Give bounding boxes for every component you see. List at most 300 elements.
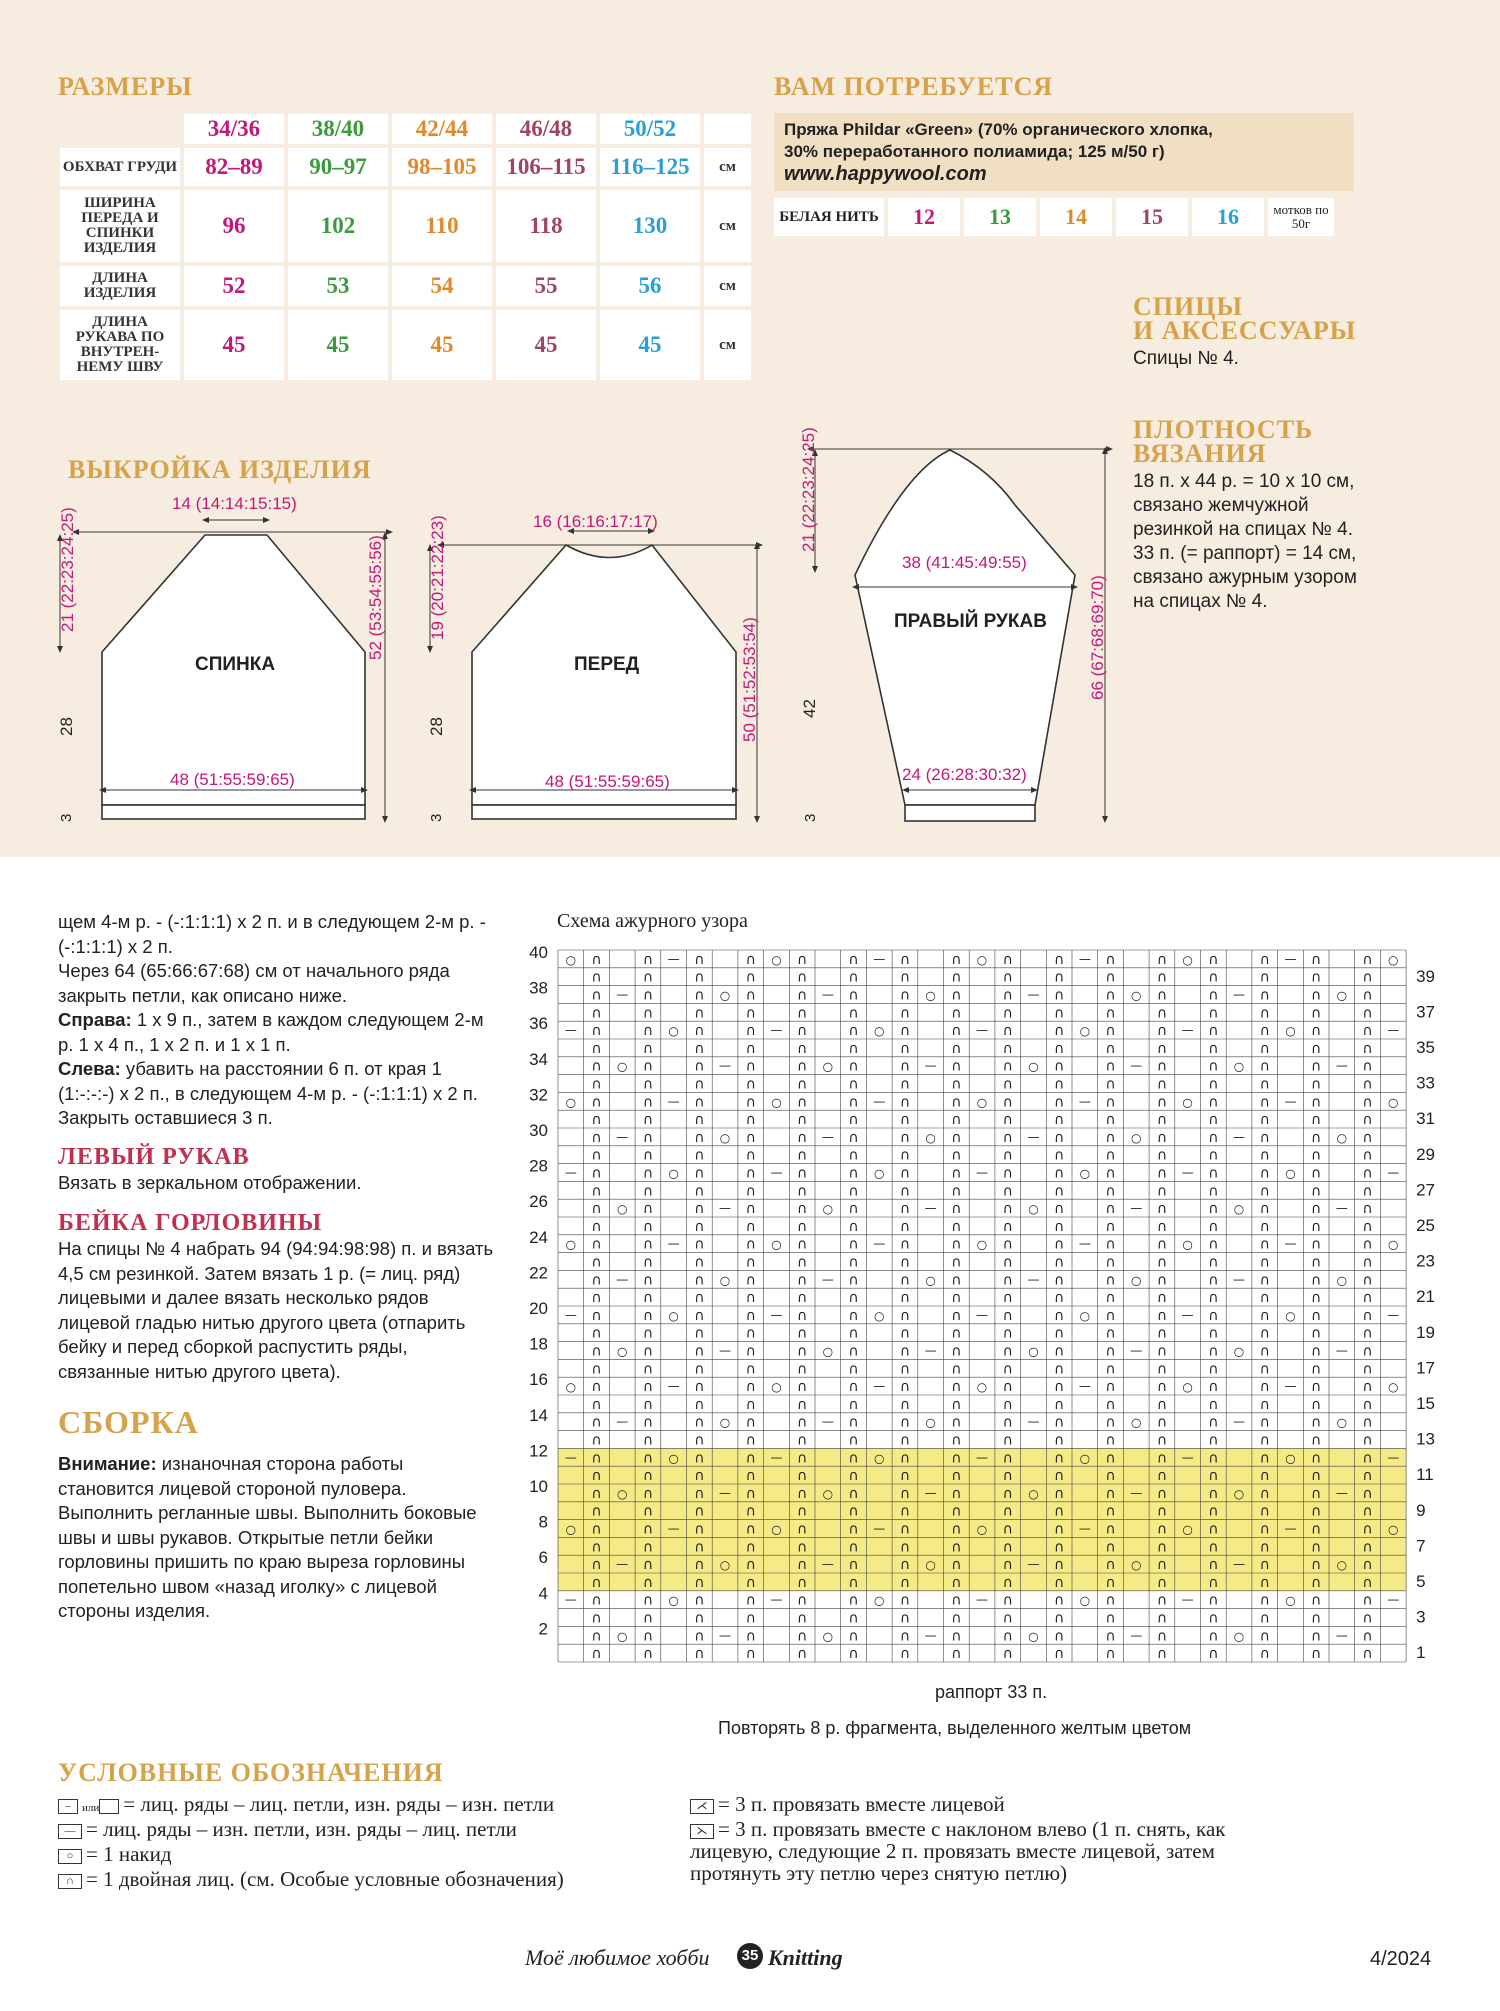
purl-symbol: —: [821, 1414, 834, 1429]
purl-symbol: —: [1335, 1485, 1348, 1500]
double-knit-symbol: ∩: [899, 1414, 911, 1431]
double-knit-symbol: ∩: [1105, 1147, 1116, 1164]
double-knit-symbol: ∩: [745, 1290, 756, 1307]
double-knit-symbol: ∩: [1259, 1147, 1270, 1164]
double-knit-symbol: ∩: [1054, 1129, 1065, 1146]
double-knit-symbol: ∩: [1259, 1610, 1270, 1627]
double-knit-symbol: ∩: [642, 1343, 654, 1360]
double-knit-symbol: ∩: [591, 1147, 602, 1164]
double-knit-symbol: ∩: [591, 1557, 602, 1574]
size-2: 38/40: [288, 114, 388, 144]
double-knit-symbol: ∩: [1208, 1521, 1219, 1538]
purl-symbol: —: [1078, 1094, 1091, 1109]
front-top-dim: 16 (16:16:17:17): [533, 512, 658, 531]
double-knit-symbol: ∩: [797, 1574, 808, 1591]
double-knit-symbol: ∩: [745, 1272, 756, 1289]
cell: 45: [600, 310, 700, 380]
double-knit-symbol: ∩: [951, 969, 962, 986]
double-knit-symbol: ∩: [951, 1201, 962, 1218]
double-knit-symbol: ∩: [1002, 1165, 1013, 1182]
double-knit-symbol: ∩: [1105, 1076, 1116, 1093]
double-knit-symbol: ∩: [797, 1379, 808, 1396]
double-knit-symbol: ∩: [591, 1646, 602, 1663]
double-knit-symbol: ∩: [1156, 1574, 1168, 1591]
front-label: ПЕРЕД: [574, 654, 640, 675]
double-knit-symbol: ∩: [1054, 1646, 1065, 1663]
double-knit-symbol: ∩: [1002, 951, 1013, 968]
double-knit-symbol: ∩: [1362, 1379, 1373, 1396]
yarn-over-symbol: ○: [822, 1202, 834, 1217]
unit: см: [704, 148, 751, 186]
double-knit-symbol: ∩: [899, 1396, 911, 1413]
row-number-left: 18: [529, 1334, 548, 1354]
double-knit-symbol: ∩: [1105, 1165, 1116, 1182]
double-knit-symbol: ∩: [1259, 1557, 1270, 1574]
double-knit-symbol: ∩: [1156, 1557, 1168, 1574]
double-knit-symbol: ∩: [1105, 1058, 1116, 1075]
double-knit-symbol: ∩: [745, 1610, 756, 1627]
yarn-over-symbol: ○: [1336, 1558, 1348, 1573]
yarn-over-symbol: ○: [1336, 1273, 1348, 1288]
double-knit-symbol: ∩: [1105, 1272, 1116, 1289]
double-knit-symbol: ∩: [1362, 1147, 1373, 1164]
double-knit-symbol: ∩: [642, 1450, 654, 1467]
yarn-over-symbol: ○: [822, 1344, 834, 1359]
double-knit-symbol: ∩: [1054, 951, 1065, 968]
text: убавить на расстоянии 6 п. от края 1 (1:-:-:-) х 2 п., в следующем 4-м р. - (-:1:1:1) х 2 п.: [58, 1058, 478, 1104]
double-knit-symbol: ∩: [1156, 1592, 1168, 1609]
purl-symbol: —: [667, 1521, 680, 1536]
or-text: или: [82, 1802, 100, 1814]
double-knit-symbol: ∩: [1208, 987, 1219, 1004]
yarn-over-symbol: ○: [1028, 1202, 1039, 1217]
double-knit-symbol: ∩: [694, 1147, 705, 1164]
row-number-right: 37: [1416, 1002, 1436, 1022]
double-knit-symbol: ∩: [1259, 1521, 1270, 1538]
yarn-over-symbol: ○: [719, 1273, 731, 1288]
double-knit-symbol: ∩: [951, 1165, 962, 1182]
double-knit-symbol: ∩: [591, 1094, 602, 1111]
yarn-over-symbol: ○: [1131, 988, 1142, 1003]
purl-symbol: —: [1078, 1521, 1091, 1536]
double-knit-symbol: ∩: [642, 1646, 654, 1663]
row-number-right: 9: [1416, 1500, 1426, 1520]
double-knit-symbol: ∩: [1105, 1094, 1116, 1111]
purl-symbol: —: [1130, 1343, 1143, 1358]
double-knit-symbol: ∩: [745, 1183, 756, 1200]
double-knit-symbol: ∩: [1105, 1503, 1116, 1520]
yarn-over-symbol: ○: [925, 1415, 936, 1430]
row-number-left: 16: [529, 1370, 548, 1390]
sleeve-label: ПРАВЫЙ РУКАВ: [894, 611, 1047, 632]
purl-symbol: —: [770, 1165, 783, 1180]
double-knit-symbol: ∩: [694, 1325, 705, 1342]
double-knit-symbol: ∩: [642, 1005, 654, 1022]
double-knit-symbol: ∩: [1156, 1343, 1168, 1360]
double-knit-symbol: ∩: [1311, 1574, 1322, 1591]
double-knit-symbol: ∩: [1002, 1290, 1013, 1307]
row-number-right: 23: [1416, 1251, 1436, 1271]
cell: 52: [184, 266, 284, 306]
double-knit-symbol: ∩: [1208, 1201, 1219, 1218]
double-knit-symbol: ∩: [899, 1023, 911, 1040]
double-knit-symbol: ∩: [1311, 1592, 1322, 1609]
double-knit-symbol: ∩: [1208, 1450, 1219, 1467]
yarn-over-symbol: ○: [565, 1237, 577, 1252]
double-knit-symbol: ∩: [1311, 1343, 1322, 1360]
double-knit-symbol: ∩: [1156, 1325, 1168, 1342]
double-knit-symbol: ∩: [797, 1325, 808, 1342]
text: 1 х 9 п., затем в каждом следующем 2-м р. 1 х 4 п., 1 х 2 п. и 1 х 1 п.: [58, 1009, 484, 1055]
back-total-dim: 52 (53:54:55:56): [366, 535, 385, 660]
double-knit-symbol: ∩: [1002, 1325, 1013, 1342]
double-knit-symbol: ∩: [1259, 1343, 1270, 1360]
legend-text: = 1 двойная лиц. (см. Особые условные обозначения): [86, 1867, 564, 1891]
double-knit-symbol: ∩: [694, 1628, 705, 1645]
double-knit-symbol: ∩: [642, 1094, 654, 1111]
double-knit-symbol: ∩: [745, 1023, 756, 1040]
row-number-left: 14: [529, 1405, 548, 1425]
double-knit-symbol: ∩: [899, 1646, 911, 1663]
double-knit-symbol: ∩: [642, 1307, 654, 1324]
double-knit-symbol: ∩: [1156, 1485, 1168, 1502]
double-knit-symbol: ∩: [745, 1165, 756, 1182]
double-knit-symbol: ∩: [1002, 1592, 1013, 1609]
double-knit-symbol: ∩: [1311, 1147, 1322, 1164]
double-knit-symbol: ∩: [642, 1539, 654, 1556]
double-knit-symbol: ∩: [745, 1005, 756, 1022]
double-knit-symbol: ∩: [1054, 969, 1065, 986]
label-bold: Справа:: [58, 1009, 132, 1030]
purl-symbol: —: [1284, 1521, 1297, 1536]
yarn-over-symbol: ○: [1285, 1024, 1296, 1039]
double-knit-symbol: ∩: [1105, 1218, 1116, 1235]
double-knit-symbol: ∩: [1362, 1646, 1373, 1663]
purl-symbol: —: [1027, 1557, 1040, 1572]
yarn-over-symbol: ○: [1388, 1095, 1399, 1110]
double-knit-symbol: ∩: [1105, 1628, 1116, 1645]
double-knit-symbol: ∩: [694, 1307, 705, 1324]
double-knit-symbol: ∩: [1259, 1539, 1270, 1556]
double-knit-symbol: ∩: [1105, 1592, 1116, 1609]
double-knit-symbol: ∩: [642, 1610, 654, 1627]
double-knit-symbol: ∩: [951, 1485, 962, 1502]
yarn-over-symbol: ○: [822, 1486, 834, 1501]
purl-symbol: —: [873, 1236, 886, 1251]
purl-symbol: —: [924, 1201, 937, 1216]
purl-symbol: —: [667, 951, 680, 966]
double-knit-symbol: ∩: [1259, 987, 1270, 1004]
double-knit-symbol: ∩: [1208, 1005, 1219, 1022]
double-knit-symbol: ∩: [1105, 1539, 1116, 1556]
double-knit-symbol: ∩: [1054, 1361, 1065, 1378]
double-knit-symbol: ∩: [1054, 1183, 1065, 1200]
double-knit-symbol: ∩: [1362, 1290, 1373, 1307]
double-knit-symbol: ∩: [1105, 987, 1116, 1004]
double-knit-symbol: ∩: [642, 951, 654, 968]
double-knit-symbol: ∩: [1259, 1485, 1270, 1502]
double-knit-symbol: ∩: [1259, 1450, 1270, 1467]
double-knit-symbol: ∩: [1054, 1592, 1065, 1609]
double-knit-symbol: ∩: [1054, 1236, 1065, 1253]
yarn-over-symbol: ○: [719, 1415, 731, 1430]
yarn-link[interactable]: www.happywool.com: [784, 163, 987, 185]
double-knit-symbol: ∩: [848, 1646, 859, 1663]
yarn-over-symbol: ○: [1336, 1130, 1348, 1145]
double-knit-symbol: ∩: [1002, 1379, 1013, 1396]
paragraph: Через 64 (65:66:67:68) см от начального ряда закрыть петли, как описано ниже.: [58, 960, 450, 1006]
front-side-dim: 28: [427, 717, 446, 736]
front-raglan-dim: 19 (20:21:22:23): [428, 515, 447, 640]
double-knit-symbol: ∩: [797, 1557, 808, 1574]
double-knit-symbol: ∩: [1156, 1218, 1168, 1235]
yarn-over-symbol: ○: [565, 1380, 577, 1395]
row-number-right: 35: [1416, 1038, 1436, 1057]
double-knit-symbol: ∩: [642, 1592, 654, 1609]
double-knit-symbol: ∩: [797, 1129, 808, 1146]
double-knit-symbol: ∩: [694, 1094, 705, 1111]
purl-symbol: —: [873, 1379, 886, 1394]
left-text: [58, 910, 498, 1624]
purl-symbol: —: [564, 1307, 577, 1322]
double-knit-symbol: ∩: [951, 1058, 962, 1075]
double-knit-symbol: ∩: [797, 1343, 808, 1360]
yarn-over-symbol: ○: [1028, 1059, 1039, 1074]
double-knit-symbol: ∩: [1002, 1521, 1013, 1538]
yarn-over-symbol: ○: [1388, 1522, 1399, 1537]
double-knit-symbol: ∩: [1362, 1005, 1373, 1022]
double-knit-symbol: ∩: [1362, 1521, 1373, 1538]
double-knit-symbol: ∩: [1156, 1201, 1168, 1218]
purl-symbol: —: [564, 1023, 577, 1038]
double-knit-symbol: ∩: [1156, 1129, 1168, 1146]
double-knit-symbol: ∩: [797, 1592, 808, 1609]
cell: 45: [288, 310, 388, 380]
double-knit-symbol: ∩: [694, 1396, 705, 1413]
double-knit-symbol: ∩: [797, 1628, 808, 1645]
double-knit-symbol: ∩: [642, 987, 654, 1004]
double-knit-symbol: ∩: [1311, 1272, 1322, 1289]
double-knit-symbol: ∩: [1311, 1005, 1322, 1022]
row-number-right: 33: [1416, 1073, 1436, 1093]
row-number-right: 25: [1416, 1216, 1436, 1235]
double-knit-symbol: ∩: [899, 1290, 911, 1307]
yarn-over-symbol: ○: [1182, 1237, 1193, 1252]
double-knit-symbol: ∩: [1156, 1147, 1168, 1164]
cell: 98–105: [392, 148, 492, 186]
double-knit-symbol: ∩: [1105, 1557, 1116, 1574]
double-knit-symbol: ∩: [1259, 1165, 1270, 1182]
double-knit-symbol: ∩: [951, 1218, 962, 1235]
double-knit-symbol: ∩: [1259, 1290, 1270, 1307]
double-knit-symbol: ∩: [1208, 1485, 1219, 1502]
yarn-over-symbol: ○: [1233, 1059, 1245, 1074]
size-5: 50/52: [600, 114, 700, 144]
double-knit-symbol: ∩: [1362, 1396, 1373, 1413]
double-knit-symbol: ∩: [848, 1414, 859, 1431]
purl-symbol: —: [1233, 1272, 1246, 1287]
double-knit-symbol: ∩: [1156, 1432, 1168, 1449]
double-knit-symbol: ∩: [797, 969, 808, 986]
yarn-over-symbol: ○: [874, 1024, 885, 1039]
double-knit-symbol: ∩: [591, 1468, 602, 1485]
double-knit-symbol: ∩: [1362, 1183, 1373, 1200]
double-knit-symbol: ∩: [797, 1165, 808, 1182]
row-number-left: 10: [529, 1477, 548, 1496]
double-knit-symbol: ∩: [1208, 1147, 1219, 1164]
double-knit-symbol: ∩: [1311, 1646, 1322, 1663]
double-knit-symbol: ∩: [1311, 1040, 1322, 1057]
double-knit-symbol: ∩: [694, 1592, 705, 1609]
double-knit-symbol: ∩: [1002, 1023, 1013, 1040]
row-number-left: 12: [529, 1441, 548, 1461]
double-knit-symbol: ∩: [899, 1521, 911, 1538]
double-knit-symbol: ∩: [899, 1076, 911, 1093]
gauge-title-2: ВЯЗАНИЯ: [1133, 439, 1267, 468]
yarn-over-symbol: ○: [925, 988, 936, 1003]
purl-symbol: —: [1335, 1628, 1348, 1643]
double-knit-symbol: ∩: [1362, 1574, 1373, 1591]
dash-symbol-icon: —: [58, 1824, 82, 1839]
double-knit-symbol: ∩: [1054, 1432, 1065, 1449]
double-knit-symbol: ∩: [1362, 1343, 1373, 1360]
double-knit-symbol: ∩: [591, 1254, 602, 1271]
gauge-line: связано жемчужной: [1133, 495, 1309, 516]
sleeve-raglan-dim: 21 (22:23:24:25): [799, 427, 818, 552]
double-knit-symbol: ∩: [848, 1468, 859, 1485]
double-knit-symbol: ∩: [848, 1147, 859, 1164]
sleeve-upper-dim: 38 (41:45:49:55): [902, 553, 1027, 572]
double-knit-symbol: ∩: [797, 951, 808, 968]
double-knit-symbol: ∩: [1362, 951, 1373, 968]
double-knit-symbol: ∩: [1311, 1112, 1322, 1129]
double-knit-symbol: ∩: [1105, 1254, 1116, 1271]
double-knit-symbol: ∩: [642, 1076, 654, 1093]
double-knit-symbol: ∩: [1259, 951, 1270, 968]
double-knit-symbol: ∩: [642, 1058, 654, 1075]
double-knit-symbol: ∩: [1311, 1485, 1322, 1502]
double-knit-symbol: ∩: [1362, 987, 1373, 1004]
row-number-left: 40: [529, 943, 548, 962]
size-3: 42/44: [392, 114, 492, 144]
row-number-right: 17: [1416, 1358, 1436, 1378]
double-knit-symbol: ∩: [1362, 1557, 1373, 1574]
purl-symbol: —: [564, 1592, 577, 1607]
k3tog-icon: ⋌: [690, 1799, 714, 1814]
double-knit-symbol: ∩: [797, 1539, 808, 1556]
legend-text: = 3 п. провязать вместе с наклоном влево (1 п. снять, как лицевую, следующие 2 п. провязать вместе лицевой, затем протянуть эту петлю через снятую петлю): [690, 1817, 1226, 1885]
double-knit-symbol: ∩: [1054, 1076, 1065, 1093]
double-knit-symbol: ∩: [797, 1521, 808, 1538]
double-knit-symbol: ∩: [1259, 1628, 1270, 1645]
paragraph: щем 4-м р. - (-:1:1:1) х 2 п. и в следующем 2-м р. - (-:1:1:1) х 2 п.: [58, 911, 486, 957]
double-knit-symbol: ∩: [591, 951, 602, 968]
double-knit-symbol: ∩: [899, 1218, 911, 1235]
double-knit-symbol: ∩: [1311, 1201, 1322, 1218]
double-knit-symbol: ∩: [745, 1112, 756, 1129]
double-knit-symbol: ∩: [745, 1468, 756, 1485]
double-knit-symbol: ∩: [1311, 1290, 1322, 1307]
double-knit-symbol: ∩: [1311, 1254, 1322, 1271]
unit: см: [704, 190, 751, 262]
paragraph: Закрыть оставшиеся 3 п.: [58, 1107, 273, 1128]
footer-issue: 4/2024: [1370, 1948, 1432, 1970]
purl-symbol: —: [1027, 1272, 1040, 1287]
double-knit-symbol: ∩: [951, 1628, 962, 1645]
double-knit-symbol: ∩: [1105, 1432, 1116, 1449]
purl-symbol: —: [1233, 1414, 1246, 1429]
double-knit-symbol: ∩: [591, 1201, 602, 1218]
double-knit-symbol: ∩: [1002, 1414, 1013, 1431]
double-knit-symbol: ∩: [951, 951, 962, 968]
double-knit-symbol: ∩: [848, 1272, 859, 1289]
double-knit-symbol: ∩: [1156, 1112, 1168, 1129]
double-knit-symbol: ∩: [1156, 1076, 1168, 1093]
double-knit-symbol: ∩: [1054, 1539, 1065, 1556]
double-knit-symbol: ∩: [848, 969, 859, 986]
double-knit-symbol: ∩: [951, 1290, 962, 1307]
double-knit-symbol: ∩: [694, 1450, 705, 1467]
yarn-over-symbol: ○: [668, 1166, 679, 1181]
paragraph: [58, 1057, 498, 1106]
double-knit-symbol: ∩: [899, 1450, 911, 1467]
double-knit-symbol: ∩: [797, 987, 808, 1004]
double-knit-symbol: ∩: [1362, 1023, 1373, 1040]
sk2p-icon: ⋋: [690, 1824, 714, 1839]
double-knit-symbol: ∩: [1105, 1005, 1116, 1022]
double-knit-symbol: ∩: [1259, 1379, 1270, 1396]
double-knit-symbol: ∩: [1311, 1129, 1322, 1146]
purl-symbol: —: [821, 1557, 834, 1572]
yarn-over-symbol: ○: [668, 1024, 679, 1039]
double-knit-symbol: ∩: [797, 1040, 808, 1057]
double-knit-symbol: ∩: [1156, 1307, 1168, 1324]
double-knit-symbol: ∩: [899, 1165, 911, 1182]
double-knit-symbol: ∩: [848, 1165, 859, 1182]
double-knit-symbol: ∩: [848, 1058, 859, 1075]
double-knit-symbol: ∩: [1259, 1254, 1270, 1271]
double-knit-symbol: ∩: [951, 1432, 962, 1449]
needed-title: ВАМ ПОТРЕБУЕТСЯ: [774, 72, 1054, 101]
double-knit-symbol: ∩: [899, 1379, 911, 1396]
yarn-over-symbol: ○: [822, 1629, 834, 1644]
double-knit-symbol: ∩: [1362, 1272, 1373, 1289]
double-knit-symbol: ∩: [1002, 969, 1013, 986]
double-knit-symbol: ∩: [1259, 1325, 1270, 1342]
double-knit-symbol: ∩: [848, 1005, 859, 1022]
double-knit-symbol: ∩: [1002, 1218, 1013, 1235]
double-knit-symbol: ∩: [642, 1254, 654, 1271]
double-knit-symbol: ∩: [951, 1023, 962, 1040]
double-knit-symbol: ∩: [1105, 1290, 1116, 1307]
double-knit-symbol: ∩: [1156, 1414, 1168, 1431]
yarn-over-symbol: ○: [1285, 1308, 1296, 1323]
yarn-over-symbol: ○: [1028, 1486, 1039, 1501]
double-knit-symbol: ∩: [1054, 1023, 1065, 1040]
yarn-over-symbol: ○: [822, 1059, 834, 1074]
cell: 45: [184, 310, 284, 380]
double-knit-symbol: ∩: [745, 1307, 756, 1324]
double-knit-symbol: ∩: [1105, 1343, 1116, 1360]
double-knit-symbol: ∩: [1362, 1040, 1373, 1057]
double-knit-symbol: ∩: [848, 1201, 859, 1218]
double-knit-symbol: ∩: [1002, 1628, 1013, 1645]
double-knit-symbol: ∩: [694, 969, 705, 986]
double-knit-symbol: ∩: [797, 1147, 808, 1164]
purl-symbol: —: [719, 1058, 732, 1073]
double-knit-symbol: ∩: [1362, 1058, 1373, 1075]
legend-item-k3tog: [690, 1793, 1290, 1815]
